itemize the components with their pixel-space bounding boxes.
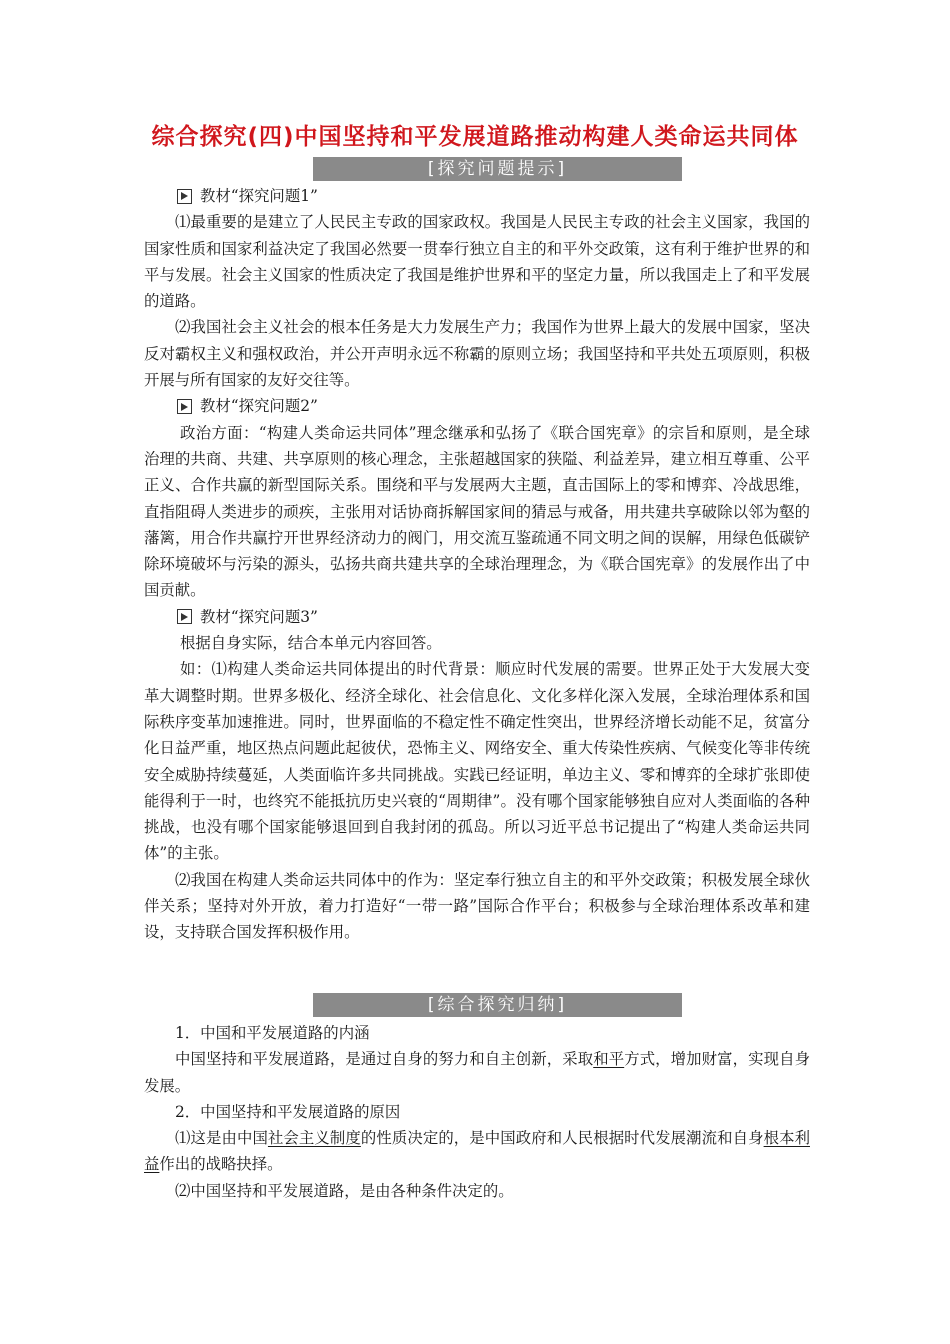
question-2-paragraph-1: 政治方面：“构建人类命运共同体”理念继承和弘扬了《联合国宪章》的宗旨和原则，是全球治理的共商、共建、共享原则的核心理念，主张超越国家的狭隘、利益差异，建立相互尊重、公平正义、合作共赢的新型国际关系。围绕和平与发展两大主题，直击国际上的零和博弈、冷战思维，直指阻碍人类进步的顽疾，主张用对话协商拆解国家间的猜忌与戒备，用共建共享破除以邻为壑的藩篱，用合作共赢拧开世界经济动力的阀门，用交流互鉴疏通不同文明之间的误解，用绿色低碳铲除环境破坏与污染的源头，弘扬共商共建共享的全球治理理念，为《联合国宪章》的发展作出了中国贡献。: [144, 423, 810, 600]
summary-heading-2: 2．中国坚持和平发展道路的原因: [175, 1102, 401, 1121]
summary-text: ⑴这是由中国: [175, 1129, 268, 1148]
question-3-heading: [144, 604, 810, 630]
question-3-heading-text: 教材“探究问题3”: [200, 607, 318, 626]
summary-text: 作出的战略抉择。: [159, 1155, 283, 1174]
section-banner-summary: [综合探究归纳]: [313, 993, 682, 1017]
question-1-paragraph-2: ⑵我国社会主义社会的根本任务是大力发展生产力；我国作为世界上最大的发展中国家，坚决反对霸权主义和强权政治，并公开声明永远不称霸的原则立场；我国坚持和平共处五项原则，积极开展与所有国家的友好交往等。: [144, 318, 810, 390]
play-triangle-icon: [177, 399, 192, 414]
hints-section: [144, 183, 810, 946]
question-1-heading: [144, 183, 810, 209]
blank-answer: 根本利益: [144, 1129, 810, 1174]
summary-paragraph-3: ⑵中国坚持和平发展道路，是由各种条件决定的。: [175, 1181, 514, 1200]
summary-text: 方式，增加财富，实现自身发展。: [144, 1050, 810, 1095]
blank-answer: 社会主义制度: [267, 1129, 361, 1148]
question-1-heading-text: 教材“探究问题1”: [200, 187, 318, 205]
page-title: 综合探究(四)中国坚持和平发展道路推动构建人类命运共同体: [151, 124, 799, 150]
summary-section: [144, 1020, 810, 1204]
section-banner-hints: [探究问题提示]: [313, 157, 682, 181]
play-triangle-icon: [177, 609, 192, 624]
summary-text: 中国坚持和平发展道路，是通过自身的努力和自主创新，采取: [175, 1050, 594, 1069]
summary-paragraph-1: [144, 1046, 810, 1099]
question-3-paragraph-2: 如：⑴构建人类命运共同体提出的时代背景：顺应时代发展的需要。世界正处于大发展大变革大调整时期。世界多极化、经济全球化、社会信息化、文化多样化深入发展，全球治理体系和国际秩序变革加速推进。同时，世界面临的不稳定性不确定性突出，世界经济增长动能不足，贫富分化日益严重，地区热点问题此起彼伏，恐怖主义、网络安全、重大传染性疾病、气候变化等非传统安全威胁持续蔓延，人类面临许多共同挑战。实践已经证明，单边主义、零和博弈的全球扩张即使能得利于一时，也终究不能抵抗历史兴衰的“周期律”。没有哪个国家能够独自应对人类面临的各种挑战，也没有哪个国家能够退回到自我封闭的孤岛。所以习近平总书记提出了“构建人类命运共同体”的主张。: [144, 660, 810, 863]
question-3-paragraph-3: ⑵我国在构建人类命运共同体中的作为：坚定奉行独立自主的和平外交政策；积极发展全球伙伴关系；坚持对外开放，着力打造好“一带一路”国际合作平台；积极参与全球治理体系改革和建设，支持联合国发挥积极作用。: [144, 870, 810, 942]
question-1-paragraph-1: ⑴最重要的是建立了人民民主专政的国家政权。我国是人民民主专政的社会主义国家，我国的国家性质和国家利益决定了我国必然要一贯奉行独立自主的和平外交政策，这有利于维护世界的和平与发展。社会主义国家的性质决定了我国是维护世界和平的坚定力量，所以我国走上了和平发展的道路。: [144, 213, 810, 311]
summary-paragraph-2: [144, 1125, 810, 1178]
question-2-heading: [144, 393, 810, 419]
play-triangle-icon: [177, 189, 192, 204]
question-3-paragraph-1: 根据自身实际，结合本单元内容回答。: [180, 634, 442, 653]
summary-text: 的性质决定的，是中国政府和人民根据时代发展潮流和自身: [360, 1129, 764, 1148]
summary-heading-1: 1．中国和平发展道路的内涵: [175, 1024, 370, 1042]
question-2-heading-text: 教材“探究问题2”: [200, 397, 318, 416]
blank-answer: 和平: [593, 1050, 625, 1069]
